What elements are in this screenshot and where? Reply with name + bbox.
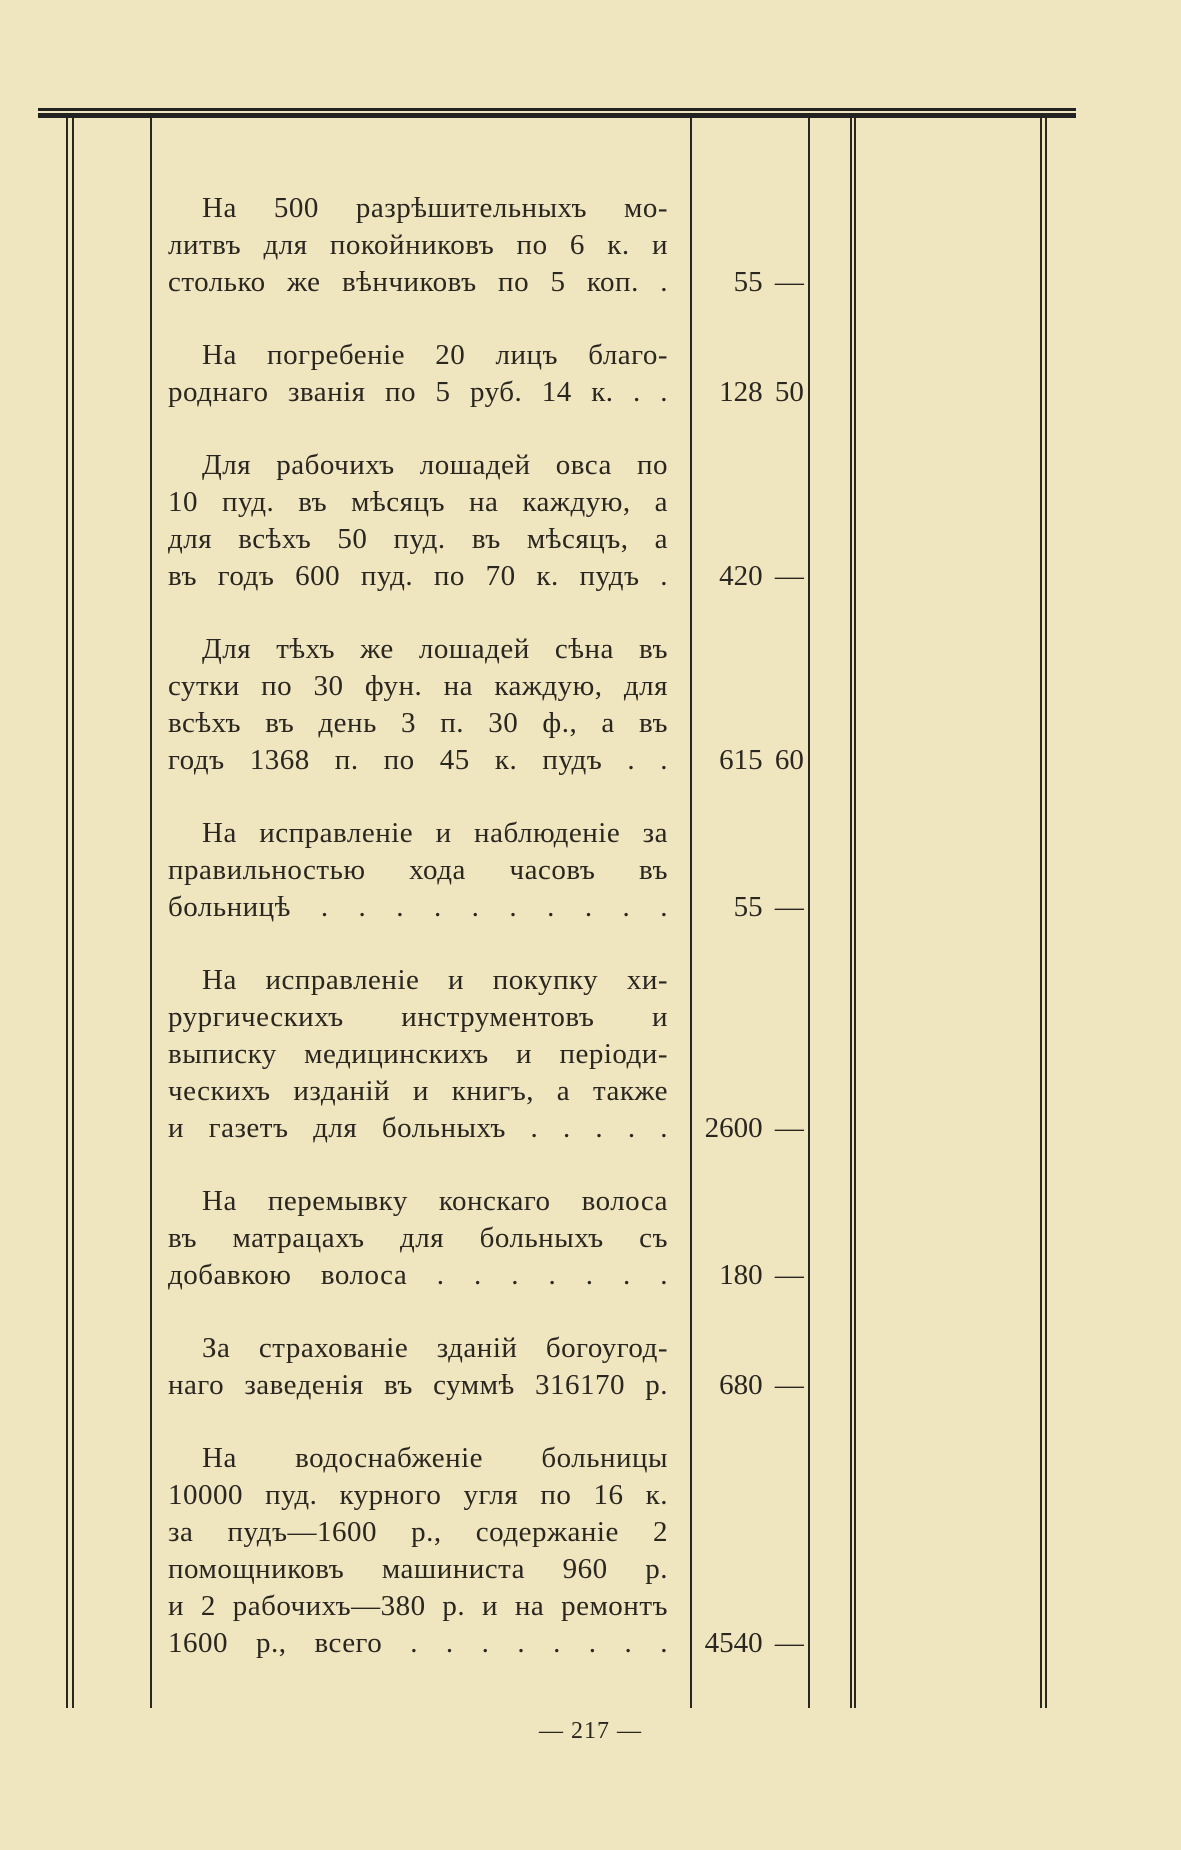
entry-line: и газетъ для больныхъ . . . . .: [168, 1112, 668, 1144]
amount-rubles: 420: [719, 560, 763, 592]
entry-amount: [688, 1625, 808, 1662]
entry-line: Для тѣхъ же лошадей сѣна въ: [202, 633, 668, 665]
amount-rubles: 4540: [704, 1627, 763, 1659]
amount-rubles: 55: [733, 266, 763, 298]
amount-kopecks: —: [774, 1627, 804, 1659]
entry-text: [168, 1330, 668, 1404]
entry-line: На перемывку конскаго волоса: [202, 1185, 668, 1217]
entry-text: [168, 815, 668, 926]
entry-line: На водоснабженiе больницы: [202, 1442, 668, 1474]
amount-kopecks: —: [774, 1369, 804, 1401]
entry-line: всѣхъ въ день 3 п. 30 ф., а въ: [168, 707, 668, 739]
entry-line: На погребенiе 20 лицъ благо-: [202, 339, 668, 371]
entry-line: сутки по 30 фун. на каждую, для: [168, 670, 668, 702]
entry-text: [168, 962, 668, 1147]
column-rule-3: [150, 118, 152, 1708]
entry-amount: [688, 889, 808, 926]
entry-line: наго заведенiя въ суммѣ 316170 р.: [168, 1369, 668, 1401]
amount-kopecks: —: [774, 560, 804, 592]
amount-rubles: 680: [719, 1369, 763, 1401]
entry-line: ческихъ изданiй и книгъ, а также: [168, 1075, 668, 1107]
ledger-entries: [168, 190, 1048, 1662]
amount-kopecks: —: [774, 891, 804, 923]
amount-kopecks: —: [774, 1112, 804, 1144]
entry-line: 10 пуд. въ мѣсяцъ на каждую, а: [168, 486, 668, 518]
amount-kopecks: —: [774, 266, 804, 298]
entry-line: 10000 пуд. курного угля по 16 к.: [168, 1479, 668, 1511]
amount-rubles: 55: [733, 891, 763, 923]
amount-kopecks: 50: [774, 376, 804, 408]
amount-kopecks: 60: [774, 744, 804, 776]
entry-text: [168, 631, 668, 779]
ledger-entry: [168, 631, 1048, 779]
ledger-entry: [168, 447, 1048, 595]
entry-line: въ годъ 600 пуд. по 70 к. пудъ .: [168, 560, 668, 592]
ledger-entry: [168, 1440, 1048, 1662]
entry-line: помощниковъ машиниста 960 р.: [168, 1553, 668, 1585]
entry-amount: [688, 1257, 808, 1294]
column-rule-1: [66, 118, 68, 1708]
entry-line: 1600 р., всего . . . . . . . .: [168, 1627, 668, 1659]
entry-text: [168, 1440, 668, 1662]
entry-line: для всѣхъ 50 пуд. въ мѣсяцъ, а: [168, 523, 668, 555]
amount-kopecks: —: [774, 1259, 804, 1291]
entry-line: Для рабочихъ лошадей овса по: [202, 449, 668, 481]
amount-rubles: 615: [719, 744, 763, 776]
entry-amount: [688, 264, 808, 301]
ledger-entry: [168, 190, 1048, 301]
entry-line: больницѣ . . . . . . . . . .: [168, 891, 668, 923]
entry-line: выписку медицинскихъ и перiоди-: [168, 1038, 668, 1070]
ledger-entry: [168, 962, 1048, 1147]
entry-line: въ матрацахъ для больныхъ съ: [168, 1222, 668, 1254]
ledger-entry: [168, 1183, 1048, 1294]
amount-rubles: 180: [719, 1259, 763, 1291]
entry-line: добавкою волоса . . . . . . .: [168, 1259, 668, 1291]
amount-rubles: 128: [719, 376, 763, 408]
entry-amount: [688, 1110, 808, 1147]
ledger-entry: [168, 337, 1048, 411]
entry-line: за пудъ—1600 р., содержанiе 2: [168, 1516, 668, 1548]
entry-text: [168, 337, 668, 411]
entry-line: На исправленiе и покупку хи-: [202, 964, 668, 996]
entry-line: и 2 рабочихъ—380 р. и на ремонтъ: [168, 1590, 668, 1622]
ledger-entry: [168, 1330, 1048, 1404]
top-rule: [38, 108, 1076, 118]
entry-line: столько же вѣнчиковъ по 5 коп. .: [168, 266, 668, 298]
entry-line: За страхованiе зданiй богоугод-: [202, 1332, 668, 1364]
entry-text: [168, 190, 668, 301]
ledger-entry: [168, 815, 1048, 926]
entry-line: литвъ для покойниковъ по 6 к. и: [168, 229, 668, 261]
amount-rubles: 2600: [704, 1112, 763, 1144]
entry-line: роднаго званiя по 5 руб. 14 к. . .: [168, 376, 668, 408]
entry-line: На исправленiе и наблюденiе за: [202, 817, 668, 849]
entry-line: годъ 1368 п. по 45 к. пудъ . .: [168, 744, 668, 776]
entry-amount: [688, 1367, 808, 1404]
entry-line: рургическихъ инструментовъ и: [168, 1001, 668, 1033]
entry-amount: [688, 742, 808, 779]
entry-text: [168, 447, 668, 595]
entry-line: На 500 разрѣшительныхъ мо-: [202, 192, 668, 224]
entry-amount: [688, 374, 808, 411]
entry-line: правильностью хода часовъ въ: [168, 854, 668, 886]
entry-amount: [688, 558, 808, 595]
page-number: — 217 —: [539, 1718, 642, 1744]
column-rule-2: [72, 118, 74, 1708]
entry-text: [168, 1183, 668, 1294]
